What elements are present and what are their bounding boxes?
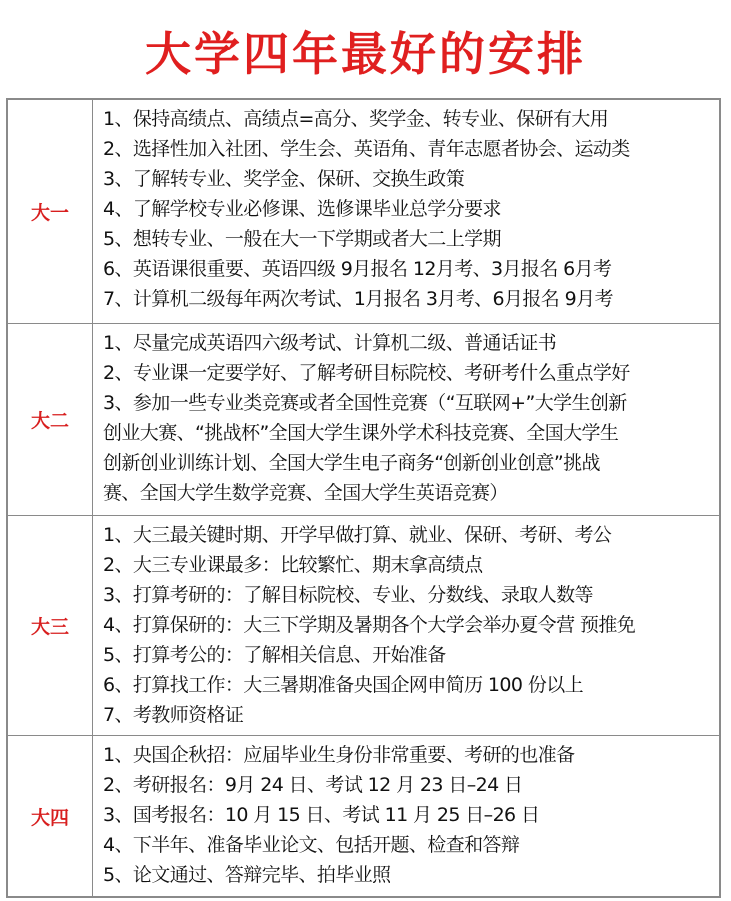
year-row-2 <box>8 324 719 516</box>
year-items <box>93 100 719 323</box>
list-item: 6、打算找工作：大三暑期准备央国企网申简历 100 份以上 <box>103 674 584 696</box>
list-item: 4、打算保研的：大三下学期及暑期各个大学会举办夏令营 预推免 <box>103 614 636 636</box>
list-item: 创业大赛、“挑战杯”全国大学生课外学术科技竞赛、全国大学生 <box>103 422 619 444</box>
year-items <box>93 736 719 896</box>
list-item: 7、考教师资格证 <box>103 704 244 726</box>
year-label: 大二 <box>8 324 93 515</box>
list-item: 2、考研报名：9月 24 日、考试 12 月 23 日–24 日 <box>103 774 523 796</box>
year-label: 大三 <box>8 516 93 735</box>
list-item: 1、大三最关键时期、开学早做打算、就业、保研、考研、考公 <box>103 524 612 546</box>
year-label: 大四 <box>8 736 93 896</box>
schedule-table <box>6 98 721 898</box>
list-item: 7、计算机二级每年两次考试、1月报名 3月考、6月报名 9月考 <box>103 288 613 310</box>
list-item: 1、保持高绩点、高绩点=高分、奖学金、转专业、保研有大用 <box>103 108 609 130</box>
list-item: 1、央国企秋招：应届毕业生身份非常重要、考研的也准备 <box>103 744 575 766</box>
list-item: 2、专业课一定要学好、了解考研目标院校、考研考什么重点学好 <box>103 362 630 384</box>
year-row-3 <box>8 516 719 736</box>
list-item: 1、尽量完成英语四六级考试、计算机二级、普通话证书 <box>103 332 557 354</box>
list-item: 3、打算考研的：了解目标院校、专业、分数线、录取人数等 <box>103 584 593 606</box>
list-item: 4、下半年、准备毕业论文、包括开题、检查和答辩 <box>103 834 520 856</box>
list-item: 2、选择性加入社团、学生会、英语角、青年志愿者协会、运动类 <box>103 138 630 160</box>
list-item: 创新创业训练计划、全国大学生电子商务“创新创业创意”挑战 <box>103 452 600 474</box>
year-row-1 <box>8 100 719 324</box>
list-item: 3、了解转专业、奖学金、保研、交换生政策 <box>103 168 465 190</box>
list-item: 2、大三专业课最多：比较繁忙、期末拿高绩点 <box>103 554 483 576</box>
year-items <box>93 516 719 735</box>
list-item: 3、国考报名：10 月 15 日、考试 11 月 25 日–26 日 <box>103 804 540 826</box>
list-item: 4、了解学校专业必修课、选修课毕业总学分要求 <box>103 198 501 220</box>
year-items <box>93 324 719 515</box>
page-title: 大学四年最好的安排 <box>145 27 586 81</box>
year-label: 大一 <box>8 100 93 323</box>
list-item: 6、英语课很重要、英语四级 9月报名 12月考、3月报名 6月考 <box>103 258 612 280</box>
list-item: 5、论文通过、答辩完毕、拍毕业照 <box>103 864 391 886</box>
list-item: 赛、全国大学生数学竞赛、全国大学生英语竞赛） <box>103 482 508 504</box>
year-row-4 <box>8 736 719 896</box>
list-item: 3、参加一些专业类竞赛或者全国性竞赛（“互联网+”大学生创新 <box>103 392 627 414</box>
list-item: 5、打算考公的：了解相关信息、开始准备 <box>103 644 446 666</box>
list-item: 5、想转专业、一般在大一下学期或者大二上学期 <box>103 228 501 250</box>
